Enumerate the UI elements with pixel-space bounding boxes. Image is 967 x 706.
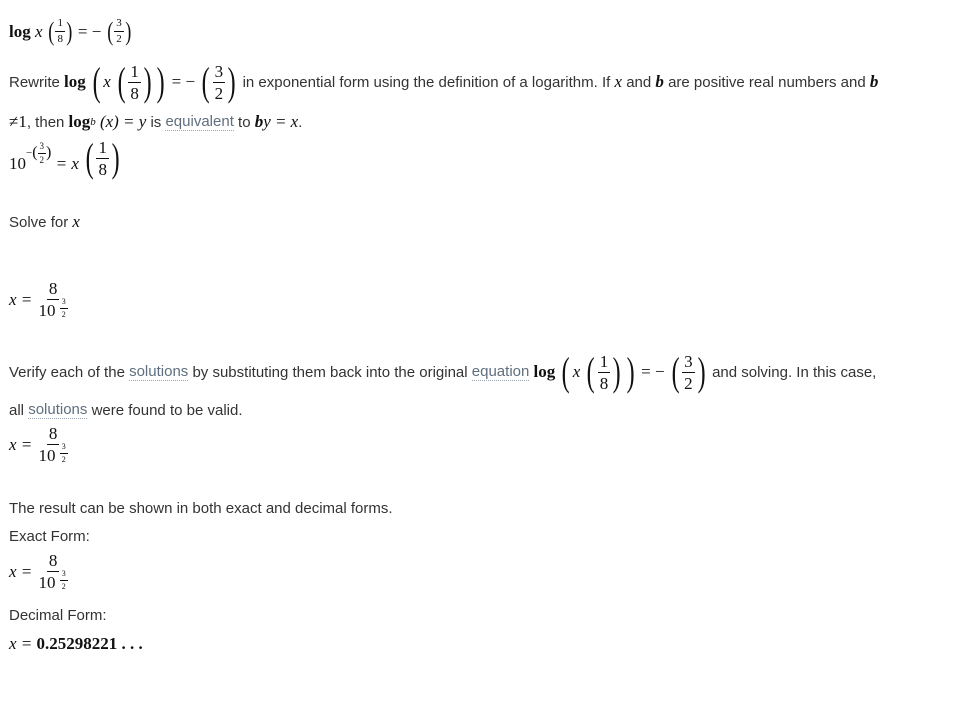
denominator-base: 10 (38, 301, 56, 320)
fraction-numerator: 8 (48, 424, 58, 443)
fraction-one-eighth (128, 63, 141, 102)
solve-label: Solve for (9, 213, 69, 231)
exponent-group (26, 142, 51, 165)
variable-x: x (614, 72, 623, 91)
fraction-numerator: 3 (38, 142, 47, 154)
paren-close: ) (66, 16, 73, 46)
exact-form-value (9, 552, 70, 591)
lhs-x-equals: x = (9, 561, 33, 581)
log-operator: log (64, 72, 86, 91)
solution-fraction (37, 280, 70, 319)
fraction-denominator (37, 568, 70, 592)
fraction-numerator: 1 (98, 137, 107, 157)
equation-link[interactable]: equation (471, 363, 530, 380)
exponential-form (9, 135, 122, 180)
verify-text-5: were found to be valid. (91, 401, 243, 419)
paren-open: ( (48, 16, 55, 46)
rewrite-text-2: and (626, 73, 652, 91)
variable-b: b (655, 72, 664, 91)
exponent-numerator: 3 (60, 570, 68, 581)
rewrite-text-4: , then (26, 113, 65, 131)
fraction-three-halves (213, 63, 226, 102)
decimal-form-value (9, 634, 143, 654)
fraction-denominator: 2 (116, 33, 122, 45)
equals-x: = x (274, 112, 299, 131)
paren-close: ) (125, 16, 132, 46)
denominator-base: 10 (38, 446, 56, 465)
fraction-three-halves (38, 142, 47, 165)
paren-close: ) (612, 349, 621, 394)
exponent-denominator: 2 (61, 581, 66, 591)
exact-form-label: Exact Form: (9, 528, 90, 545)
rewrite-sentence-cont (9, 112, 302, 132)
fraction-numerator: 3 (114, 18, 124, 32)
exponent-denominator: 2 (61, 309, 66, 319)
solve-for-heading (9, 212, 80, 232)
fraction-denominator (37, 296, 70, 320)
fraction-denominator: 2 (214, 83, 224, 103)
variable-b: b (869, 72, 879, 91)
decimal-form-label: Decimal Form: (9, 607, 107, 624)
variable-x: x (572, 362, 581, 381)
paren-close: ) (697, 349, 706, 394)
fraction-one-eighth (96, 139, 109, 178)
paren-open: ( (201, 59, 210, 104)
equals-y: = y (123, 112, 147, 131)
solution-fraction (37, 425, 70, 464)
solution-fraction (37, 552, 70, 591)
solutions-link[interactable]: solutions (129, 363, 189, 380)
verify-text-3: and solving. In this case, (712, 363, 877, 381)
fraction-denominator: 2 (684, 373, 693, 393)
fraction-denominator: 8 (130, 83, 139, 103)
paren-open: ( (562, 349, 571, 394)
equals-minus: = − (171, 72, 196, 91)
equals-minus: = − (77, 21, 102, 41)
fraction-numerator: 3 (214, 61, 224, 81)
decimal-value: 0.25298221 . . . (36, 634, 143, 653)
equals-x: = x (55, 154, 79, 173)
paren-x: (x) (99, 112, 119, 131)
rewrite-text-5: is (150, 113, 162, 131)
lhs-x-equals: x = (9, 289, 33, 309)
verify-text-1: Verify each of the (9, 363, 125, 381)
denominator-exponent (60, 298, 68, 319)
fraction-denominator (37, 441, 70, 465)
exponent-y: y (263, 112, 271, 131)
fraction-denominator: 8 (98, 159, 107, 179)
fraction-denominator: 2 (39, 154, 45, 165)
variable-x: x (103, 72, 111, 91)
exponent-numerator: 3 (60, 443, 68, 454)
log-base-b: b (90, 116, 96, 128)
equivalent-link[interactable]: equivalent (165, 113, 234, 130)
paren-open: ( (671, 349, 680, 394)
paren-close: ) (626, 349, 635, 394)
fraction-one-eighth (598, 353, 611, 392)
denominator-exponent (60, 570, 68, 591)
fraction-three-halves (682, 353, 695, 392)
variable-x: x (34, 21, 43, 41)
result-statement: The result can be shown in both exact and decimal forms. (9, 500, 393, 517)
solution-2 (9, 425, 70, 464)
exponent-minus: − (26, 147, 33, 159)
equals-minus: = − (641, 362, 665, 381)
verify-text-4: all (9, 401, 25, 419)
equation-original (9, 18, 132, 45)
paren-close: ) (227, 59, 236, 104)
variable-b: b (254, 112, 264, 131)
rewrite-text-6: to (238, 113, 251, 131)
rewrite-text-1: in exponential form using the definition of a logarithm. If (242, 73, 611, 91)
exponent-numerator: 3 (60, 298, 68, 309)
paren-open: ( (117, 59, 126, 104)
verify-sentence (9, 349, 877, 394)
rewrite-text-3: are positive real numbers and (668, 73, 866, 91)
solution-1 (9, 280, 70, 319)
denominator-base: 10 (38, 573, 56, 592)
rewrite-sentence (9, 59, 879, 104)
log-operator: log (533, 362, 556, 381)
paren-open: ( (106, 16, 113, 46)
fraction-three-halves (114, 18, 124, 45)
fraction-numerator: 1 (599, 351, 609, 371)
fraction-numerator: 8 (48, 279, 58, 298)
paren-open: ( (32, 144, 38, 161)
variable-x: x (72, 212, 80, 231)
log-operator: log (9, 21, 31, 41)
paren-open: ( (85, 135, 94, 180)
denominator-exponent (60, 443, 68, 464)
lhs-x-equals: x = (9, 434, 33, 454)
fraction-denominator: 8 (57, 33, 63, 45)
fraction-numerator: 8 (48, 551, 58, 570)
paren-close: ) (111, 135, 120, 180)
lhs-x-equals: x = (9, 634, 33, 653)
fraction-denominator: 8 (599, 373, 609, 393)
base-ten: 10 (9, 154, 26, 173)
solutions-link[interactable]: solutions (28, 401, 88, 418)
verify-sentence-cont (9, 401, 243, 419)
rewrite-label: Rewrite (9, 73, 60, 91)
paren-close: ) (156, 59, 165, 104)
fraction-numerator: 3 (684, 351, 693, 371)
log-operator: log (68, 112, 91, 131)
paren-open: ( (587, 349, 596, 394)
paren-close: ) (46, 144, 52, 161)
exponent-denominator: 2 (61, 454, 66, 464)
period: . (298, 113, 303, 131)
paren-close: ) (143, 59, 152, 104)
paren-open: ( (92, 59, 101, 104)
fraction-numerator: 1 (55, 18, 65, 32)
fraction-numerator: 1 (130, 61, 139, 81)
fraction-one-eighth (55, 18, 65, 45)
not-equal-one: ≠1 (9, 112, 27, 131)
verify-text-2: by substituting them back into the original (192, 363, 468, 381)
